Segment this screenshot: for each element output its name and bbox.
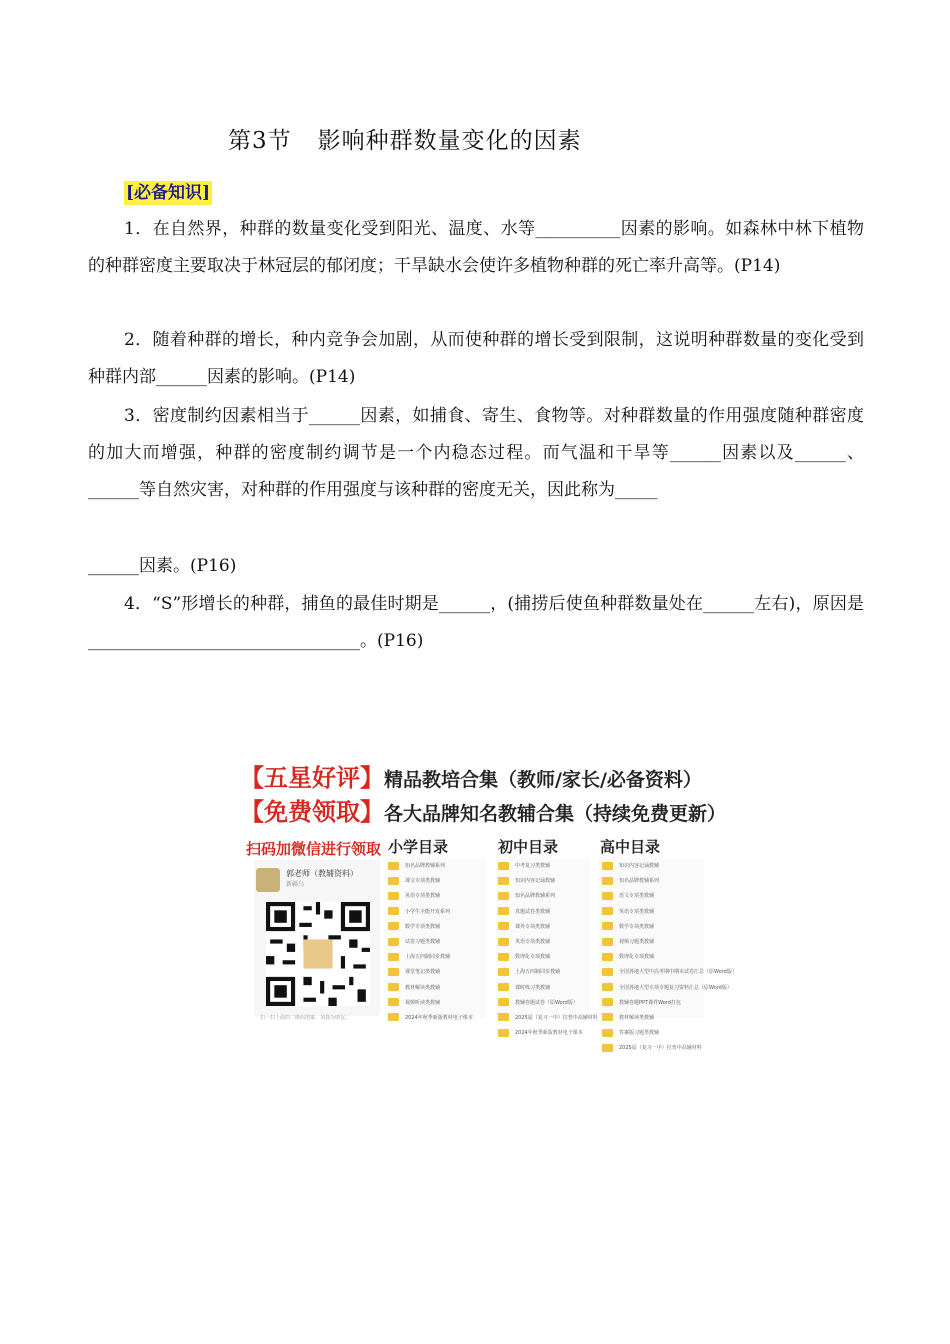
- paragraph-4: 4．“S”形增长的种群，捕鱼的最佳时期是______，(捕捞后使鱼种群数量处在______左右)，原因是 ________________________________。(P16): [88, 594, 864, 651]
- catalog-item-label: 教辅卷题PPT课件Word打包: [619, 999, 681, 1006]
- catalog-item[interactable]: [498, 934, 598, 949]
- page-title: [228, 122, 582, 155]
- catalog-item-label: 课文专项类教辅: [405, 878, 441, 885]
- catalog-item-label: 数学专项类教辅: [405, 923, 441, 930]
- catalog-item[interactable]: [498, 949, 598, 964]
- catalog-item-label: 小学生全能开发系列: [405, 908, 451, 915]
- catalog-item[interactable]: [388, 980, 473, 995]
- catalog-item[interactable]: [498, 1010, 598, 1025]
- folder-icon: [388, 1013, 399, 1021]
- catalog-item[interactable]: [498, 919, 598, 934]
- primary-catalog-heading: 小学目录: [388, 838, 449, 856]
- folder-icon: [602, 877, 613, 885]
- catalog-item-label: 知识内容记诵教辅: [619, 863, 660, 870]
- catalog-item[interactable]: [388, 904, 473, 919]
- promo-line-2-red: 【免费领取】: [240, 798, 384, 826]
- catalog-item-label: 上海五四制同步教辅: [405, 954, 451, 961]
- catalog-item-label: 教材解读类教辅: [619, 1014, 655, 1021]
- catalog-item-label: 中考复习类教辅: [515, 863, 551, 870]
- folder-icon: [498, 953, 509, 961]
- catalog-item-label: 知名品牌教辅系列: [619, 878, 660, 885]
- catalog-item[interactable]: [602, 873, 737, 888]
- middle-catalog-list: [498, 858, 598, 1040]
- paragraph-3: 3．密度制约因素相当于______因素，如捕食、寄生、食物等。对种群数量的作用强度随种群密度的加大而增强，种群的密度制约调节是一个内稳态过程。而气温和干旱等______因素以及______、______等自然灾害，对种群的作用强度与该种群的密度无关，因此称为_____: [88, 406, 864, 500]
- catalog-item-label: 全国各地大型中高考期中期末试卷汇总（原Word版）: [619, 969, 737, 976]
- folder-icon: [498, 862, 509, 870]
- catalog-item-label: 数学专项类教辅: [619, 923, 655, 930]
- catalog-item[interactable]: [602, 1010, 737, 1025]
- folder-icon: [602, 938, 613, 946]
- catalog-item-label: 真题试卷类教辅: [515, 908, 551, 915]
- folder-icon: [498, 1013, 509, 1021]
- teacher-name: 郭老师（教辅资料）: [286, 869, 358, 878]
- primary-catalog-list: [388, 858, 473, 1025]
- catalog-item[interactable]: [498, 904, 598, 919]
- promo-line-1-red: 【五星好评】: [240, 764, 384, 792]
- title-main: 影响种群数量变化的因素: [317, 128, 582, 154]
- catalog-item-label: 英语专项类教辅: [515, 939, 551, 946]
- catalog-item[interactable]: [602, 858, 737, 873]
- folder-icon: [498, 1029, 509, 1037]
- catalog-item[interactable]: [602, 964, 737, 979]
- catalog-item-label: 2025届（复习一中）拉普中高辅材料: [619, 1045, 702, 1052]
- catalog-item[interactable]: [498, 873, 598, 888]
- catalog-item[interactable]: [388, 949, 473, 964]
- folder-icon: [388, 892, 399, 900]
- folder-icon: [602, 907, 613, 915]
- folder-icon: [498, 907, 509, 915]
- catalog-item-label: 知识内容记诵教辅: [515, 878, 556, 885]
- catalog-item-label: 课外专项类教辅: [515, 923, 551, 930]
- catalog-item-label: 答案版习题类教辅: [619, 1030, 660, 1037]
- folder-icon: [602, 1029, 613, 1037]
- promo-line-1: [240, 758, 702, 793]
- catalog-item[interactable]: [498, 980, 598, 995]
- folder-icon: [602, 922, 613, 930]
- folder-icon: [388, 938, 399, 946]
- catalog-item[interactable]: [388, 934, 473, 949]
- catalog-item-label: 英语专项类教辅: [405, 893, 441, 900]
- catalog-item-label: 知名品牌教辅系列: [405, 863, 446, 870]
- catalog-item[interactable]: [602, 1025, 737, 1040]
- catalog-item-label: 2025届（复习一中）拉普中高辅材料: [515, 1014, 598, 1021]
- folder-icon: [388, 922, 399, 930]
- folder-icon: [602, 968, 613, 976]
- middle-catalog-heading: 初中目录: [498, 838, 559, 856]
- catalog-item-label: 视频习题类教辅: [619, 939, 655, 946]
- high-catalog-list: [602, 858, 737, 1055]
- paragraph-2: 2．随着种群的增长，种内竞争会加剧，从而使种群的增长受到限制，这说明种群数量的变化受到种群内部______因素的影响。(P14): [88, 330, 864, 387]
- catalog-item[interactable]: [388, 964, 473, 979]
- catalog-item[interactable]: [388, 873, 473, 888]
- catalog-item-label: 英语专项类教辅: [619, 908, 655, 915]
- catalog-item[interactable]: [388, 858, 473, 873]
- qr-code-icon[interactable]: [266, 902, 370, 1006]
- folder-icon: [602, 892, 613, 900]
- catalog-item-label: 视频听读类教辅: [405, 999, 441, 1006]
- catalog-item-label: 数理化专项教辅: [515, 954, 551, 961]
- catalog-item[interactable]: [602, 904, 737, 919]
- catalog-item-label: 2024年秋季新版教材电子课本: [405, 1014, 473, 1021]
- folder-icon: [388, 953, 399, 961]
- folder-icon: [602, 862, 613, 870]
- catalog-item[interactable]: [498, 995, 598, 1010]
- qr-footer: 扫一扫上面的二维码图案，加我为朋友。: [260, 1015, 351, 1021]
- avatar: [256, 868, 280, 892]
- folder-icon: [498, 938, 509, 946]
- catalog-item[interactable]: [602, 995, 737, 1010]
- catalog-item[interactable]: [602, 980, 737, 995]
- scan-instruction: 扫码加微信进行领取: [246, 840, 382, 858]
- catalog-item[interactable]: [388, 888, 473, 903]
- promo-banner: [240, 758, 737, 1052]
- folder-icon: [498, 998, 509, 1006]
- folder-icon: [388, 968, 399, 976]
- catalog-item-label: 2024年秋季新版教材电子课本: [515, 1030, 583, 1037]
- catalog-item[interactable]: [388, 919, 473, 934]
- catalog-item[interactable]: [388, 1010, 473, 1025]
- folder-icon: [498, 892, 509, 900]
- teacher-location: 新疆乌: [286, 881, 305, 888]
- folder-icon: [602, 983, 613, 991]
- promo-line-2-dark: 各大品牌知名教辅合集（持续免费更新）: [384, 803, 727, 825]
- catalog-item[interactable]: [602, 1040, 737, 1055]
- folder-icon: [498, 968, 509, 976]
- title-prefix: 第3节: [228, 128, 292, 154]
- promo-line-2: [240, 792, 726, 827]
- catalog-item[interactable]: [498, 964, 598, 979]
- catalog-item-label: 教辅卷题试卷（原Word版）: [515, 999, 578, 1006]
- catalog-item-label: 课堂笔记类教辅: [405, 969, 441, 976]
- catalog-item-label: 知名品牌教辅系列: [515, 893, 556, 900]
- folder-icon: [602, 1044, 613, 1052]
- folder-icon: [602, 953, 613, 961]
- catalog-item-label: 全国各地大型专项专题复习资料汇总（原Word版）: [619, 984, 732, 991]
- promo-line-1-dark: 精品教培合集（教师/家长/必备资料）: [384, 769, 702, 791]
- catalog-item[interactable]: [602, 919, 737, 934]
- catalog-item[interactable]: [602, 949, 737, 964]
- folder-icon: [498, 877, 509, 885]
- catalog-item-label: 语文专项类教辅: [619, 893, 655, 900]
- folder-icon: [388, 877, 399, 885]
- catalog-item-label: 数理化专项教辅: [619, 954, 655, 961]
- catalog-item[interactable]: [498, 1025, 598, 1040]
- paragraph-3-continuation: ______因素。(P16): [88, 556, 237, 576]
- catalog-item[interactable]: [602, 888, 737, 903]
- folder-icon: [388, 998, 399, 1006]
- catalog-item[interactable]: [498, 858, 598, 873]
- folder-icon: [602, 998, 613, 1006]
- paragraph-1: 1．在自然界，种群的数量变化受到阳光、温度、水等__________因素的影响。如森林中林下植物的种群密度主要取决于林冠层的郁闭度；干旱缺水会使许多植物种群的死亡率升高等。(P14): [88, 219, 864, 276]
- catalog-item-label: 教材解读类教辅: [405, 984, 441, 991]
- folder-icon: [498, 983, 509, 991]
- folder-icon: [602, 1013, 613, 1021]
- catalog-item-label: 课时练习类教辅: [515, 984, 551, 991]
- catalog-item-label: 试卷习题类教辅: [405, 939, 441, 946]
- catalog-item[interactable]: [498, 888, 598, 903]
- folder-icon: [498, 922, 509, 930]
- catalog-item[interactable]: [388, 995, 473, 1010]
- section-tag-required-knowledge: [必备知识]: [126, 183, 211, 203]
- folder-icon: [388, 907, 399, 915]
- catalog-item-label: 上海五四制同步教辅: [515, 969, 561, 976]
- high-catalog-heading: 高中目录: [600, 838, 661, 856]
- folder-icon: [388, 862, 399, 870]
- folder-icon: [388, 983, 399, 991]
- catalog-item[interactable]: [602, 934, 737, 949]
